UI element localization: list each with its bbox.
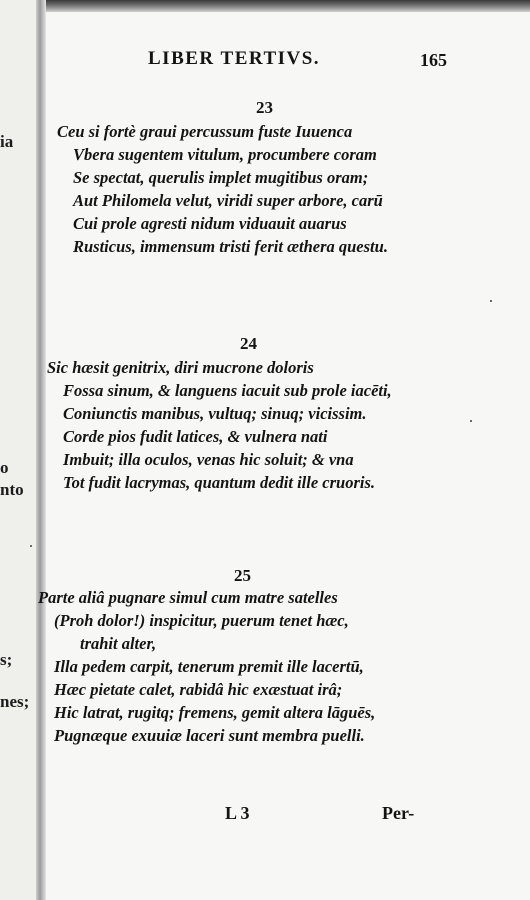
verse-line: Hæc pietate calet, rabidâ hic exæstuat irâ; bbox=[54, 680, 343, 699]
stanza bbox=[38, 586, 375, 747]
verse-line: (Proh dolor!) inspicitur, puerum tenet hæc, bbox=[54, 611, 349, 630]
stanza-number: 23 bbox=[256, 98, 273, 117]
prev-page-fragment: s; bbox=[0, 650, 13, 669]
verse-line: Pugnæque exuuiæ laceri sunt membra puelli. bbox=[54, 726, 365, 745]
verse-line: Hic latrat, rugitq; fremens, gemit altera lāguēs, bbox=[54, 703, 376, 722]
ink-speck bbox=[470, 420, 472, 422]
page-number: 165 bbox=[420, 50, 447, 70]
prev-page-fragment: nes; bbox=[0, 692, 30, 711]
stanza bbox=[47, 356, 392, 494]
verse-line: Coniunctis manibus, vultuq; sinuq; vicissim. bbox=[63, 404, 367, 423]
verse-line: Rusticus, immensum tristi ferit æthera questu. bbox=[73, 237, 388, 256]
verse-line: Imbuit; illa oculos, venas hic soluit; & vna bbox=[63, 450, 354, 469]
verse-line: trahit alter, bbox=[80, 634, 157, 653]
page-top-edge bbox=[0, 0, 530, 12]
catchword: Per- bbox=[382, 803, 415, 823]
ink-speck bbox=[30, 545, 32, 547]
book-gutter bbox=[36, 0, 46, 900]
stanza bbox=[57, 120, 388, 258]
verse-line: Vbera sugentem vitulum, procumbere coram bbox=[73, 145, 377, 164]
stanza-number: 25 bbox=[234, 566, 251, 585]
prev-page-fragment: ia bbox=[0, 132, 14, 151]
verse-line: Aut Philomela velut, viridi super arbore, carū bbox=[73, 191, 383, 210]
verse-line: Ceu si fortè graui percussum fuste Iuuenca bbox=[57, 122, 353, 141]
stanza-number: 24 bbox=[240, 334, 257, 353]
verse-line: Se spectat, querulis implet mugitibus oram; bbox=[73, 168, 369, 187]
prev-page-fragment: o bbox=[0, 458, 9, 477]
verse-line: Sic hæsit genitrix, diri mucrone doloris bbox=[47, 358, 314, 377]
verse-line: Cui prole agresti nidum viduauit auarus bbox=[73, 214, 347, 233]
verse-line: Corde pios fudit latices, & vulnera nati bbox=[63, 427, 328, 446]
verse-line: Tot fudit lacrymas, quantum dedit ille cruoris. bbox=[63, 473, 376, 492]
ink-speck bbox=[490, 300, 492, 302]
running-head: LIBER TERTIVS. bbox=[148, 48, 321, 69]
signature-mark: L 3 bbox=[225, 803, 250, 823]
verse-line: Parte aliâ pugnare simul cum matre satelles bbox=[38, 588, 338, 607]
verse-line: Illa pedem carpit, tenerum premit ille lacertū, bbox=[54, 657, 364, 676]
verse-line: Fossa sinum, & languens iacuit sub prole iacēti, bbox=[63, 381, 392, 400]
prev-page-fragment: nto bbox=[0, 480, 24, 499]
